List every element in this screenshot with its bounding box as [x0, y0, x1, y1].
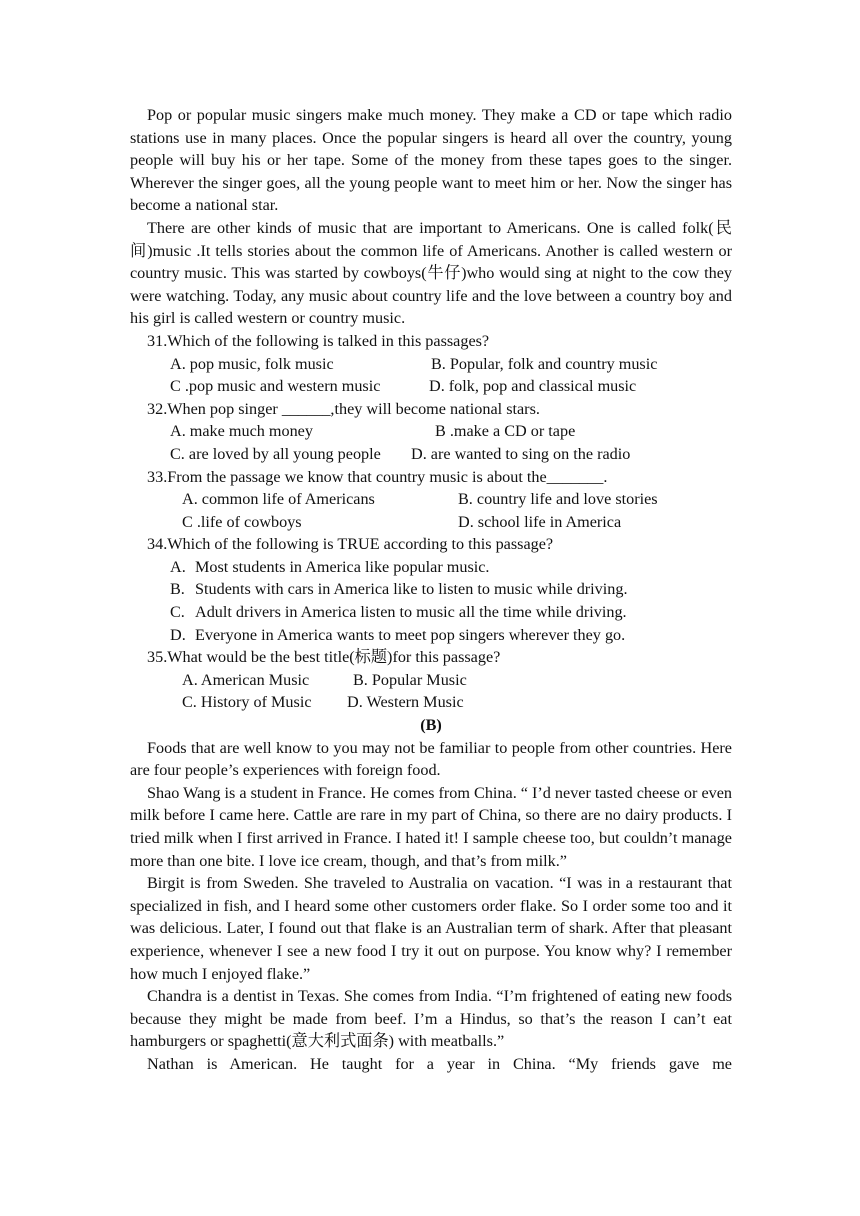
question-35-option-a: A. American Music [182, 670, 310, 689]
question-35-stem: 35.What would be the best title(标题)for this passage? [147, 648, 501, 667]
question-33-option-c: C .life of cowboys [182, 512, 302, 531]
option-label: A. [170, 557, 186, 576]
option-label: C. [170, 603, 185, 622]
section-b-paragraph-4: Chandra is a dentist in Texas. She comes from India. “I’m frightened of eating new foods because they might be made from beef. I’m a Hindus, so that’s the reason I can’t eat hamburgers or spaghetti(意大利式面条) with meatballs.” [130, 987, 732, 1051]
question-34-option-a [170, 556, 732, 579]
option-text: Most students in America like popular music. [195, 557, 490, 576]
question-31-stem: 31.Which of the following is talked in this passages? [147, 331, 490, 350]
question-31-option-c: C .pop music and western music [170, 377, 381, 396]
section-b-paragraph-3: Birgit is from Sweden. She traveled to Australia on vacation. “I was in a restaurant that specialized in fish, and I heard some other customers order flake. So I order some too and it was delicious. Later, I found out that flake is an Australian term of shark. After that pleasant experience, whenever I see a new food I try it out on purpose. You know why? I remember how much I enjoyed flake.” [130, 874, 732, 983]
question-32-option-c: C. are loved by all young people [170, 444, 381, 463]
question-32-options-row-2 [130, 443, 732, 466]
question-31-option-b: B. Popular, folk and country music [431, 354, 658, 373]
option-text: Everyone in America wants to meet pop singers wherever they go. [195, 625, 626, 644]
question-34-options [130, 556, 732, 646]
question-35-option-d: D. Western Music [347, 693, 464, 712]
passage-a-paragraph-1: Pop or popular music singers make much money. They make a CD or tape which radio stations use in many places. Once the popular singers is heard all over the country, young people will buy his or her tape. Some of the money from these tapes goes to the singer. Wherever the singer goes, all the young people want to meet him or her. Now the singer has become a national star. [130, 106, 732, 215]
question-31-options-row-2 [130, 375, 732, 398]
section-b-paragraph-2: Shao Wang is a student in France. He comes from China. “ I’d never tasted cheese or even milk before I came here. Cattle are rare in my part of China, so there are no dairy products. I tried milk when I first arrived in France. I hated it! I sample cheese too, but couldn’t manage more than one bite. I love ice cream, though, and that’s from milk.” [130, 783, 733, 870]
question-33-option-d: D. school life in America [458, 512, 622, 531]
question-35-options-row-2 [130, 691, 732, 714]
question-32-options-row-1 [130, 420, 732, 443]
question-35-options-row-1 [130, 669, 732, 692]
section-b-paragraph-1: Foods that are well know to you may not be familiar to people from other countries. Here are four people’s experiences with foreign food. [130, 738, 732, 780]
question-34-stem: 34.Which of the following is TRUE according to this passage? [147, 535, 554, 554]
question-33-stem: 33.From the passage we know that country music is about the_______. [147, 467, 608, 486]
question-31-option-d: D. folk, pop and classical music [429, 377, 637, 396]
section-b-heading: (B) [420, 716, 442, 735]
question-32-option-b: B .make a CD or tape [435, 422, 576, 441]
question-33-option-b: B. country life and love stories [458, 490, 658, 509]
question-35-option-b: B. Popular Music [353, 670, 467, 689]
document-page [130, 104, 732, 1076]
section-b-paragraph-5: Nathan is American. He taught for a year in China. “My friends gave me [147, 1054, 732, 1073]
option-text: Students with cars in America like to listen to music while driving. [195, 580, 628, 599]
option-label: D. [170, 625, 186, 644]
question-32-option-d: D. are wanted to sing on the radio [411, 444, 631, 463]
question-34-option-c [170, 601, 732, 624]
question-34-option-b [170, 578, 732, 601]
question-33-options-row-2 [130, 511, 732, 534]
question-35-option-c: C. History of Music [182, 693, 312, 712]
question-31-option-a: A. pop music, folk music [170, 354, 334, 373]
question-32-option-a: A. make much money [170, 422, 313, 441]
passage-a-paragraph-2: There are other kinds of music that are important to Americans. One is called folk(民间)music .It tells stories about the common life of Americans. Another is called western or country music. This was started by cowboys(牛仔)who would sing at night to the cow they were watching. Today, any music about country life and the love between a country boy and his girl is called western or country music. [130, 218, 732, 328]
question-31-options-row-1 [130, 353, 732, 376]
question-34-option-d [170, 624, 732, 647]
question-33-options-row-1 [130, 488, 732, 511]
question-33-option-a: A. common life of Americans [182, 490, 375, 509]
option-label: B. [170, 580, 185, 599]
question-32-stem: 32.When pop singer ______,they will become national stars. [147, 399, 540, 418]
option-text: Adult drivers in America listen to music all the time while driving. [195, 603, 627, 622]
